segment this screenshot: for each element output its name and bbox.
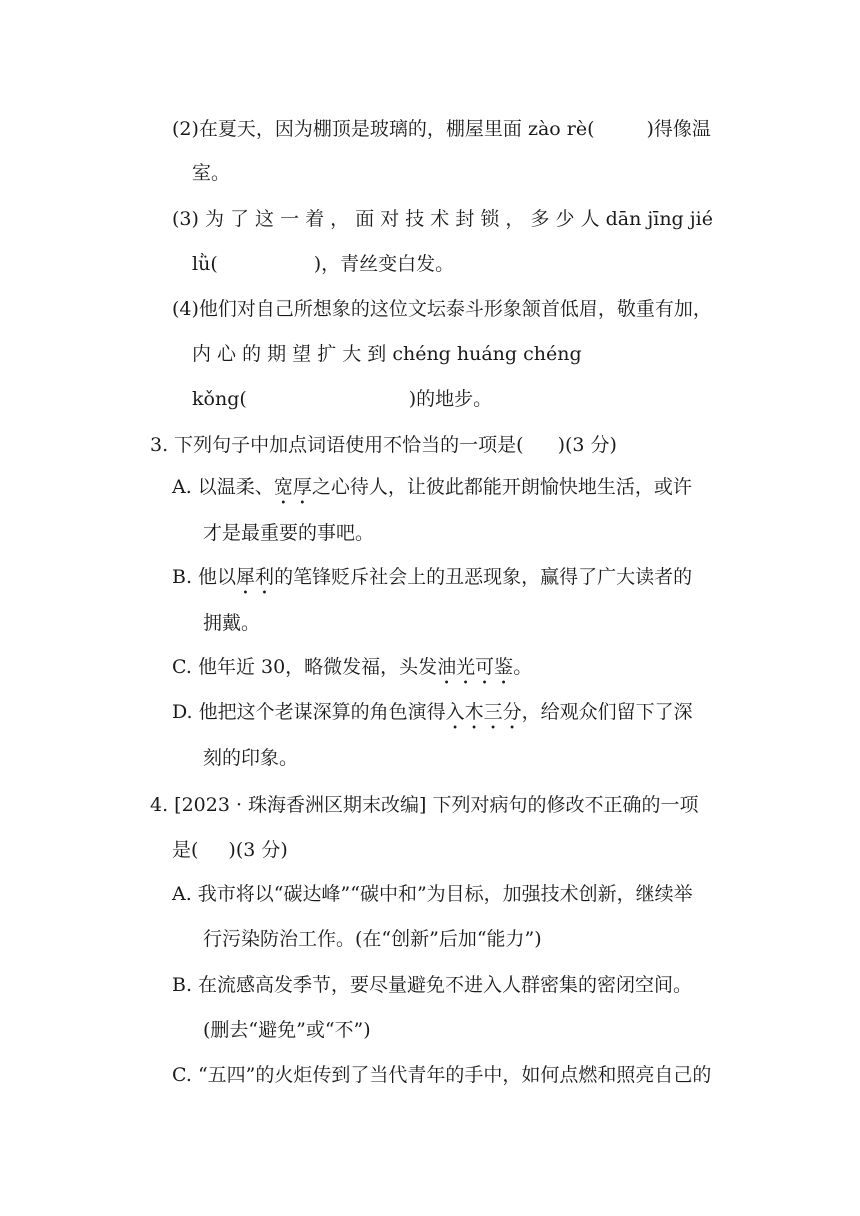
q4-option-a: A. 我市将以“碳达峰”“碳中和”为目标，加强技术创新，继续举: [172, 883, 693, 905]
q2-item3-text-end: )，青丝变白发。: [313, 253, 455, 275]
q4-stem-text: 是(: [172, 839, 199, 861]
pinyin-text: kǒng(: [192, 388, 247, 410]
dotted-word: 宽厚: [273, 476, 312, 498]
q2-item4-text-end: )的地步。: [408, 388, 493, 410]
q2-item4-line3: [192, 386, 492, 412]
q4-option-c: C. “五四”的火炬传到了当代青年的手中，如何点燃和照亮自己的: [172, 1064, 712, 1086]
q2-item2-text-end: )得像温: [646, 118, 711, 140]
dotted-word: 油光可鉴: [437, 656, 514, 678]
option-text: 的笔锋贬斥社会上的丑恶现象，赢得了广大读者的: [274, 566, 693, 588]
q2-item2-text: (2)在夏天，因为棚顶是玻璃的，棚屋里面 zào rè(: [172, 118, 595, 140]
q4-score: )(3 分): [228, 839, 288, 861]
q3-stem: [150, 432, 617, 458]
option-text: ，给观众们留下了深: [521, 701, 693, 723]
q2-item2-line1: [172, 116, 711, 142]
q3-option-a-cont: 才是最重要的事吧。: [203, 522, 375, 544]
dotted-word: 入木三分: [445, 701, 522, 723]
q2-item3-line2: [192, 251, 454, 277]
option-text: 之心待人，让彼此都能开朗愉快地生活，或许: [311, 476, 692, 498]
dotted-word: 犀利: [236, 566, 275, 588]
q3-option-d: [172, 699, 693, 734]
q2-item4-line2: 内 心 的 期 望 扩 大 到 chéng huáng chéng: [192, 343, 582, 365]
q3-score: )(3 分): [557, 434, 617, 456]
q4-option-a-cont: 行污染防治工作。(在“创新”后加“能力”): [203, 928, 542, 950]
q2-item2-line2: 室。: [192, 162, 231, 184]
option-text: 。: [513, 656, 533, 678]
q3-stem-text: 3. 下列句子中加点词语使用不恰当的一项是(: [150, 434, 524, 456]
q2-item4-line1: (4)他们对自己所想象的这位文坛泰斗形象颔首低眉，敬重有加，: [172, 298, 712, 320]
q3-option-b: [172, 564, 692, 599]
q2-item3-line1: (3) 为 了 这 一 着 ， 面 对 技 术 封 锁 ， 多 少 人 dān jīng jié: [172, 208, 713, 230]
option-text: A. 以温柔、: [172, 476, 274, 498]
option-text: D. 他把这个老谋深算的角色演得: [172, 701, 446, 723]
q4-option-b: B. 在流感高发季节，要尽量避免不进入人群密集的密闭空间。: [172, 974, 693, 996]
option-text: B. 他以: [172, 566, 237, 588]
q3-option-d-cont: 刻的印象。: [203, 747, 299, 769]
q4-stem: 4. [2023 · 珠海香洲区期末改编] 下列对病句的修改不正确的一项: [150, 794, 699, 816]
q3-option-b-cont: 拥戴。: [203, 612, 261, 634]
q4-stem-line2: [172, 837, 288, 863]
option-text: C. 他年近 30，略微发福，头发: [172, 656, 438, 678]
q3-option-c: [172, 654, 532, 689]
q3-option-a: [172, 474, 692, 509]
pinyin-text: lǜ(: [192, 253, 218, 275]
q4-option-b-cont: (删去“避免”或“不”): [203, 1019, 371, 1041]
